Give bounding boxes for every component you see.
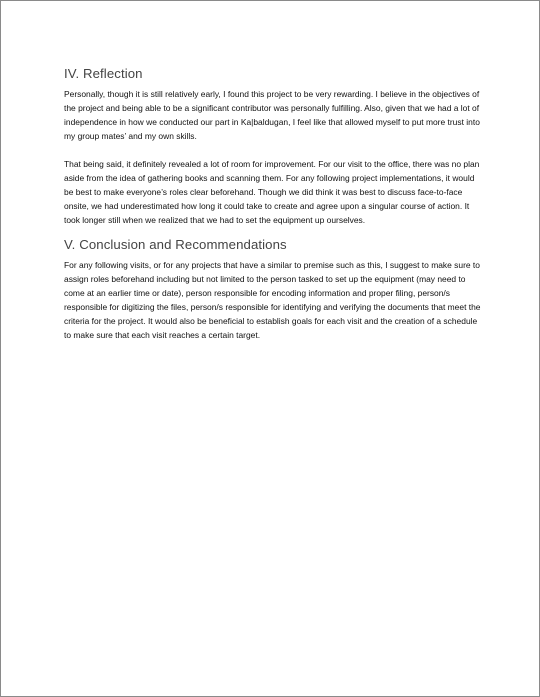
reflection-paragraph-1: Personally, though it is still relatively early, I found this project to be very rewarding. I believe in the objectives of the project and being able to be a significant contributor was personally fulfilling. Also, given that we had a lot of independence in how we conducted our part in Ka|baldugan, I feel like that allowed myself to put more trust into my group mates’ and my own skills. <box>64 89 480 141</box>
section-heading-reflection: IV. Reflection <box>64 66 143 81</box>
conclusion-paragraph-1: For any following visits, or for any projects that have a similar to premise such as this, I suggest to make sure to assign roles beforehand including but not limited to the person tasked to set up the equipment (may need to come at an earlier time or date), person responsible for encoding information and proper filing, person/s responsible for digitizing the files, person/s responsible for identifying and verifying the documents that meet the criteria for the project. It would also be beneficial to establish goals for each visit and the creation of a schedule to make sure that each visit reaches a certain target. <box>64 260 481 340</box>
document-body <box>64 65 484 342</box>
section-heading-conclusion: V. Conclusion and Recommendations <box>64 237 287 252</box>
reflection-paragraph-2: That being said, it definitely revealed a lot of room for improvement. For our visit to the office, there was no plan aside from the idea of gathering books and scanning them. For any following project implementations, it would be best to make everyone’s roles clear beforehand. Though we did think it was best to discuss face-to-face onsite, we had underestimated how long it could take to create and agree upon a singular course of action. It took longer still when we realized that we had to set the equipment up ourselves. <box>64 159 480 225</box>
